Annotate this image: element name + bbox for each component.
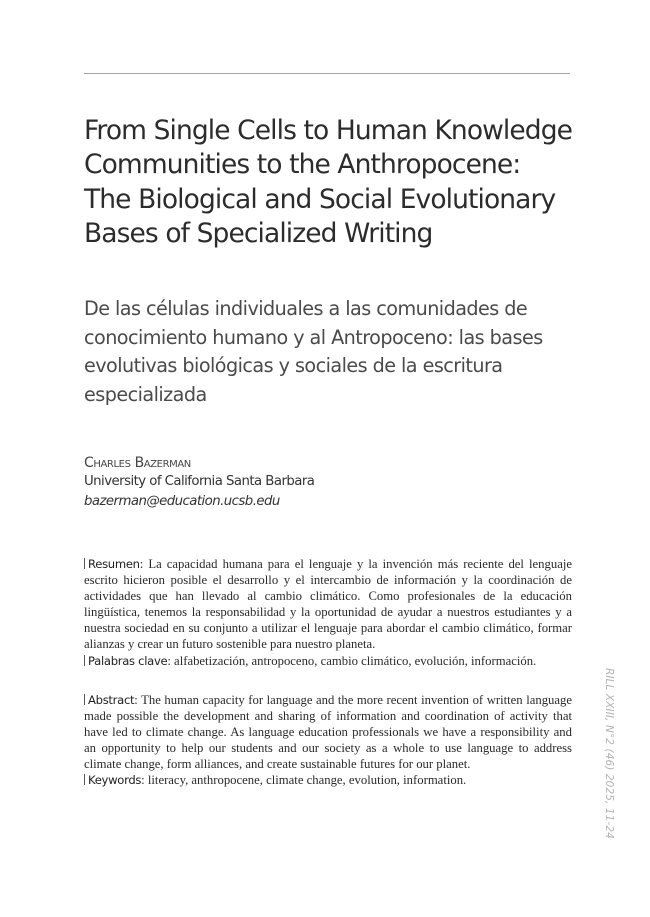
subtitle-line: conocimiento humano y al Antropoceno: las bases	[84, 325, 543, 349]
top-rule	[84, 73, 570, 74]
abstract-label: Abstract	[88, 693, 135, 707]
title-line: From Single Cells to Human Knowledge	[84, 115, 573, 146]
palabras-clave-label: Palabras clave	[88, 653, 168, 668]
palabras-clave-paragraph	[84, 653, 572, 669]
keywords-paragraph	[84, 772, 572, 788]
article-title	[84, 114, 584, 251]
subtitle-line: evolutivas biológicas y sociales de la escritura	[84, 354, 503, 378]
subtitle-line: especializada	[84, 382, 207, 406]
subtitle-line: De las células individuales a las comunidades de	[84, 297, 528, 320]
section-marker	[84, 655, 85, 666]
resumen-text: : La capacidad humana para el lenguaje y la invención más reciente del lenguaje escrito hicieron posible el desarrollo y el intercambio de información y la coordinación de actividades que han llevado al cambio climático. Como profesionales de la educación lingüística, tenemos la responsabilidad y la oportunidad de ayudar a nuestros estudiantes y a nuestra sociedad en su conjunto a utilizar el lenguaje para abordar el cambio climático, formar alianzas y crear un futuro sostenible para nuestro planeta.	[84, 557, 572, 652]
palabras-clave-text: : alfabetización, antropoceno, cambio climático, evolución, información.	[167, 653, 537, 668]
title-line: Bases of Specialized Writing	[84, 217, 433, 249]
author-affiliation: University of California Santa Barbara	[84, 474, 315, 489]
resumen-label: Resumen	[88, 557, 140, 571]
section-marker	[84, 774, 85, 785]
keywords-label: Keywords	[88, 773, 142, 788]
abstract-paragraph	[84, 692, 572, 772]
keywords-text: : literacy, anthropocene, climate change, evolution, information.	[141, 773, 467, 788]
title-line: The Biological and Social Evolutionary	[84, 183, 556, 215]
abstract-section	[84, 692, 572, 789]
article-subtitle	[84, 295, 584, 409]
title-line: Communities to the Anthropocene:	[84, 149, 521, 181]
journal-citation-sidebar: RILL XXIII, N°2 (46) 2025, 11-24	[603, 668, 615, 839]
section-marker	[84, 694, 85, 705]
author-name: Charles Bazerman	[84, 455, 191, 471]
resumen-section	[84, 556, 572, 669]
section-marker	[84, 558, 85, 569]
resumen-paragraph	[84, 556, 572, 653]
author-email[interactable]: bazerman@education.ucsb.edu	[84, 494, 280, 509]
abstract-text: : The human capacity for language and the more recent invention of written language made possible the development and sharing of information and coordination of activity that have led to climate change. As language education professionals we have a responsibility and an opportunity to help our students and our society as a whole to use language to address climate change, form alliances, and create sustainable futures for our planet.	[84, 693, 572, 772]
